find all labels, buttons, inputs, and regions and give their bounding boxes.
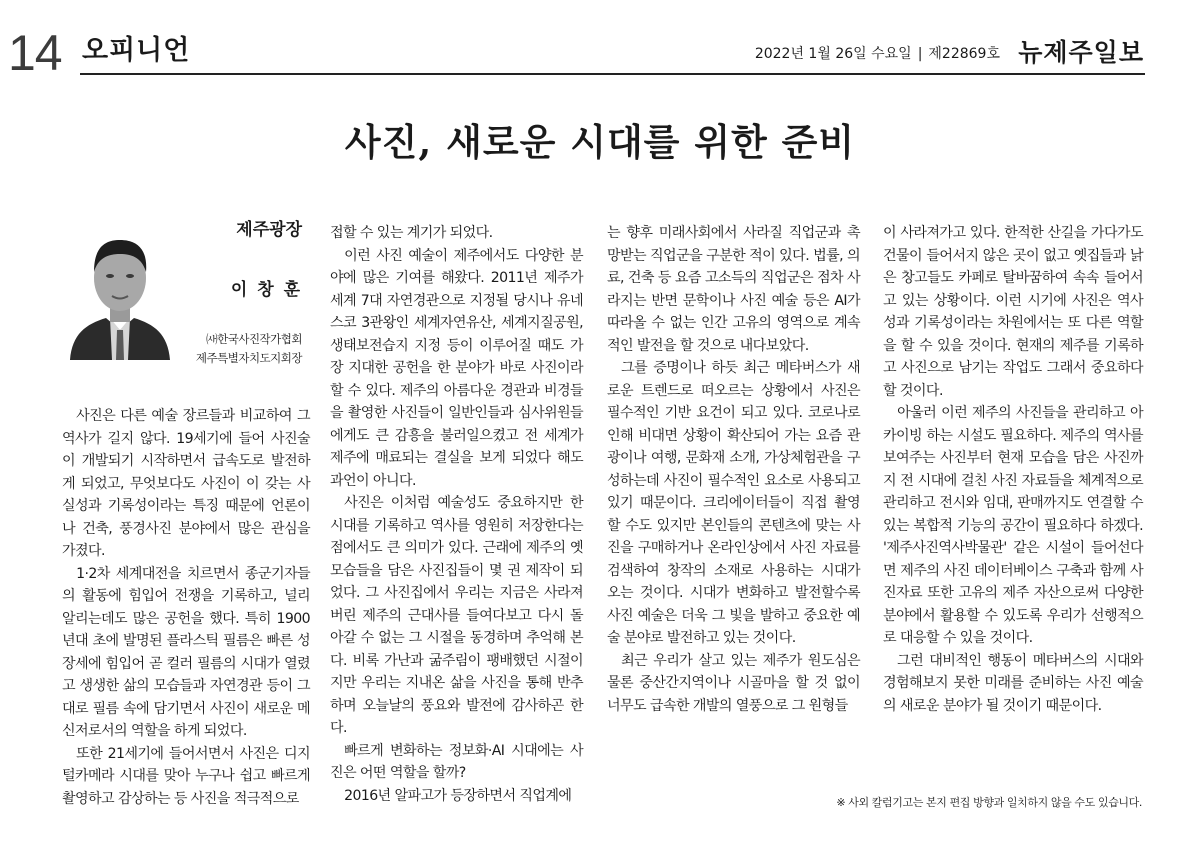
editorial-disclaimer: ※ 사외 칼럼기고는 본지 편집 방향과 일치하지 않을 수도 있습니다.	[836, 796, 1142, 809]
article-paragraph: 사진은 다른 예술 장르들과 비교하여 그 역사가 길지 않다. 19세기에 들어 사진술이 개발되기 시작하면서 급속도로 발전하게 되었고, 무엇보다도 사진이 이 갖는 사실성과 기록성이라는 특징 때문에 언론이나 건축, 풍경사진 분야에서 많은 관심을 가졌다.	[62, 408, 310, 559]
article-column-1	[62, 405, 310, 810]
issue-number: 제22869호	[928, 46, 1000, 62]
article-paragraph: 1·2차 세계대전을 치르면서 종군기자들의 활동에 힘입어 전쟁을 기록하고, 널리 알리는데도 많은 공헌을 했다. 특히 1900년대 초에 발명된 플라스틱 필름은 빠른 성장세에 힘입어 곧 컬러 필름의 시대가 열렸고 생생한 삶의 모습들과 자연경관 등이 그대로 필름 속에 담기면서 사진이 새로운 메신저로서의 역할을 하게 되었다.	[62, 565, 310, 739]
article-column-4	[883, 222, 1143, 717]
author-name: 이 창 훈	[230, 280, 302, 300]
article-paragraph: 빠르게 변화하는 정보화·AI 시대에는 사진은 어떤 역할을 할까?	[330, 742, 583, 781]
author-photo	[66, 226, 174, 360]
section-title: 오피니언	[82, 35, 191, 66]
article-paragraph: 는 향후 미래사회에서 사라질 직업군과 촉망받는 직업군을 구분한 적이 있다. 법률, 의료, 건축 등 요즘 고소득의 직업군은 점차 사라지는 반면 문학이나 사진 예술 등은 AI가 따라올 수 없는 인간 고유의 영역으로 계속적인 발전을 할 것으로 내다보았다.	[607, 225, 860, 354]
issue-separator: |	[917, 46, 923, 62]
article-headline: 사진, 새로운 시대를 위한 준비	[344, 120, 856, 164]
article-column-2	[330, 222, 583, 807]
byline	[66, 218, 308, 378]
article-column-3	[607, 222, 860, 717]
article-paragraph: 그를 증명이나 하듯 최근 메타버스가 새로운 트렌드로 떠오르는 상황에서 사진은 필수적인 기반 요건이 되고 있다. 코로나로 인해 비대면 상황이 확산되어 가는 요즘 관광이나 여행, 문화재 소개, 가상체험관을 구성하는데 사진이 필수적인 요소로 사용되고 있기 때문이다. 크리에이터들이 직접 촬영할 수도 있지만 본인들의 콘텐츠에 맞는 사진을 구매하거나 온라인상에서 사진 자료를 검색하여 창작의 소재로 사용하는 시대가 오는 것이다. 시대가 변화하고 발전할수록 사진 예술은 더욱 그 빛을 발하고 중요한 예술 분야로 발전하고 있는 것이다.	[607, 360, 860, 646]
page-number: 14	[8, 25, 62, 81]
article-paragraph: 접할 수 있는 계기가 되었다.	[330, 225, 493, 241]
article-paragraph: 이 사라져가고 있다. 한적한 산길을 가다가도 건물이 들어서지 않은 곳이 없고 옛집들과 낡은 창고들도 카페로 탈바꿈하여 속속 들어서고 있는 상황이다. 이런 시기에 사진은 역사성과 기록성이라는 차원에서는 또 다른 역할을 할 수 있을 것이다. 현재의 제주를 기록하고 사진으로 남기는 작업도 그래서 중요하다 할 것이다.	[883, 225, 1143, 399]
article-paragraph: 최근 우리가 살고 있는 제주가 원도심은 물론 중산간지역이나 시골마을 할 것 없이 너무도 급속한 개발의 열풍으로 그 원형들	[607, 652, 860, 714]
article-paragraph: 2016년 알파고가 등장하면서 직업계에	[344, 787, 572, 804]
issue-info	[755, 44, 1000, 64]
affiliation-line: 제주특별자치도지회장	[195, 351, 302, 365]
author-affiliation	[196, 330, 302, 368]
article-paragraph: 사진은 이처럼 예술성도 중요하지만 한 시대를 기록하고 역사를 영원히 저장한다는 점에서도 큰 의미가 있다. 근래에 제주의 옛 모습들을 담은 사진집들이 몇 권 제작이 되었다. 그 사진집에서 우리는 지금은 사라져버린 제주의 근대사를 들여다보고 다시 돌아갈 수 없는 그 시절을 동경하며 추억해 본다. 비록 가난과 굶주림이 팽배했던 시절이지만 우리는 지내온 삶을 사진을 통해 반추하며 오늘날의 풍요와 발전에 감사하곤 한다.	[330, 495, 583, 736]
issue-date: 2022년 1월 26일 수요일	[754, 46, 912, 62]
article-paragraph: 아울러 이런 제주의 사진들을 관리하고 아카이빙 하는 시설도 필요하다. 제주의 역사를 보여주는 사진부터 현재 모습을 담은 사진까지 전 시대에 걸친 사진 자료들을 체계적으로 관리하고 전시와 임대, 판매까지도 연결할 수 있는 복합적 기능의 공간이 필요하다 하겠다. '제주사진역사박물관' 같은 시설이 들어선다면 제주의 사진 데이터베이스 구축과 함께 사진자료 또한 고유의 제주 자산으로써 다양한 분야에서 활용할 수 있도록 우리가 선행적으로 대응할 수 있을 것이다.	[883, 405, 1143, 646]
article-paragraph: 또한 21세기에 들어서면서 사진은 디지털카메라 시대를 맞아 누구나 쉽고 빠르게 촬영하고 감상하는 등 사진을 적극적으로	[62, 745, 310, 807]
column-name: 제주광장	[236, 220, 302, 240]
affiliation-line: ㈔한국사진작가협회	[206, 332, 302, 346]
article-paragraph: 그런 대비적인 행동이 메타버스의 시대와 경험해보지 못한 미래를 준비하는 사진 예술의 새로운 분야가 될 것이기 때문이다.	[883, 652, 1143, 714]
article-paragraph: 이런 사진 예술이 제주에서도 다양한 분야에 많은 기여를 해왔다. 2011년 제주가 세계 7대 자연경관으로 지정될 당시나 유네스코 3관왕인 세계자연유산, 세계지질공원, 생태보전습지 지정 등이 이루어질 때도 가장 지대한 공헌을 한 분야가 바로 사진이라 할 수 있다. 제주의 아름다운 경관과 비경들을 촬영한 사진들이 일반인들과 심사위원들에게도 큰 감흥을 불러일으켰고 전 세계가 제주에 매료되는 결실을 보게 되었다 해도 과언이 아니다.	[330, 247, 583, 489]
newspaper-logo: 뉴제주일보	[1018, 38, 1144, 67]
header-divider	[80, 73, 1145, 75]
